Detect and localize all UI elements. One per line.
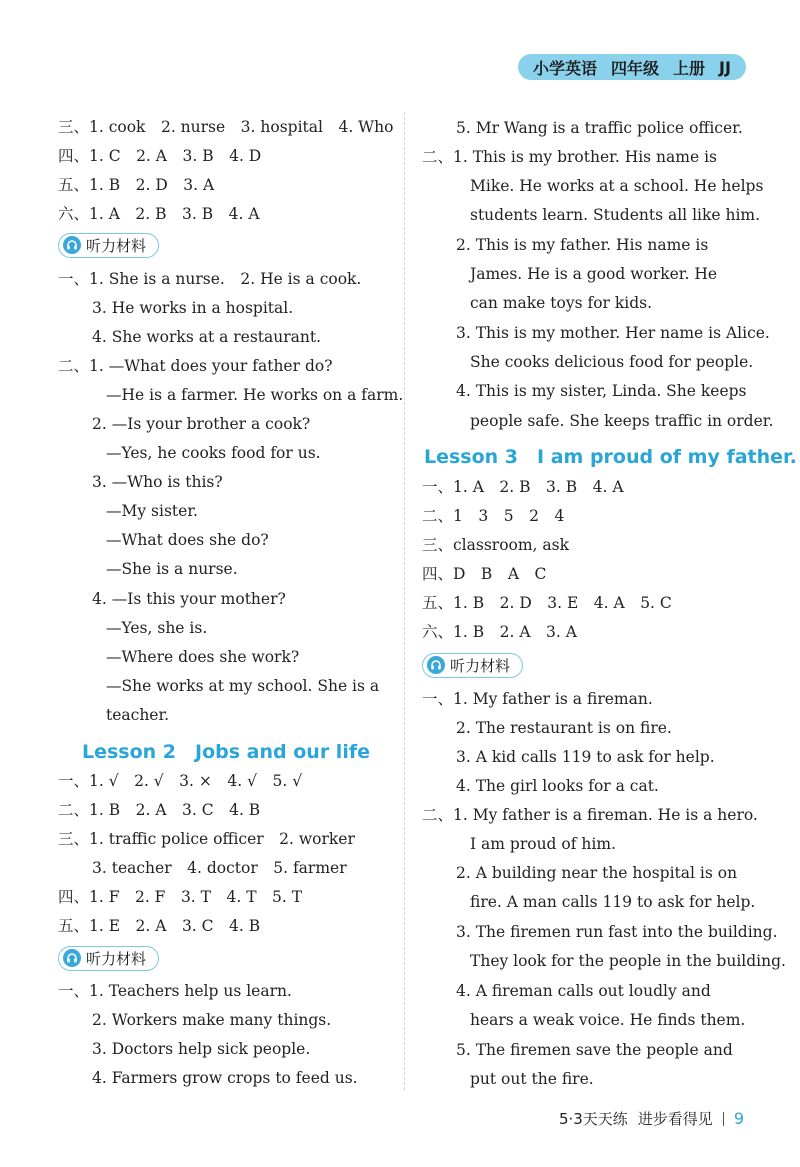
listening-line: —She works at my school. She is a bbox=[106, 677, 380, 695]
listening-line: —Yes, she is. bbox=[106, 619, 208, 637]
listening-line: students learn. Students all like him. bbox=[470, 206, 761, 224]
listening-line: 4. This is my sister, Linda. She keeps bbox=[456, 382, 747, 400]
answer-line: 五、1. E 2. A 3. C 4. B bbox=[58, 917, 261, 935]
listening-line: —My sister. bbox=[106, 502, 198, 520]
answer-line: 四、1. C 2. A 3. B 4. D bbox=[58, 147, 262, 165]
listening-line: 一、1. Teachers help us learn. bbox=[58, 982, 292, 1000]
listening-line: 4. The girl looks for a cat. bbox=[456, 777, 659, 795]
answer-line: 一、1. A 2. B 3. B 4. A bbox=[422, 478, 624, 496]
answer-line: 五、1. B 2. D 3. E 4. A 5. C bbox=[422, 594, 672, 612]
listening-line: 3. He works in a hospital. bbox=[92, 299, 294, 317]
listening-line: They look for the people in the building. bbox=[470, 952, 786, 970]
listening-label bbox=[422, 652, 523, 678]
listening-line: 一、1. She is a nurse. 2. He is a cook. bbox=[58, 270, 362, 288]
listening-line: —What does she do? bbox=[106, 531, 269, 549]
listening-line: 2. Workers make many things. bbox=[92, 1011, 332, 1029]
headphones-icon bbox=[427, 656, 445, 674]
listening-line: Mike. He works at a school. He helps bbox=[470, 177, 764, 195]
answer-line: 三、classroom, ask bbox=[422, 536, 570, 554]
listening-line: 5. The firemen save the people and bbox=[456, 1041, 733, 1059]
listening-line: hears a weak voice. He finds them. bbox=[470, 1011, 746, 1029]
listening-line: put out the fire. bbox=[470, 1070, 594, 1088]
listening-line: 3. A kid calls 119 to ask for help. bbox=[456, 748, 715, 766]
header-edition: JJ bbox=[719, 57, 731, 77]
answer-line: 3. teacher 4. doctor 5. farmer bbox=[92, 859, 347, 877]
listening-line: can make toys for kids. bbox=[470, 294, 653, 312]
listening-line: 2. This is my father. His name is bbox=[456, 236, 709, 254]
listening-line: 3. —Who is this? bbox=[92, 473, 223, 491]
header-subject: 小学英语 bbox=[533, 58, 598, 78]
page-footer bbox=[559, 1108, 744, 1129]
listening-line: 4. She works at a restaurant. bbox=[92, 328, 322, 346]
listening-line: 2. —Is your brother a cook? bbox=[92, 415, 311, 433]
answer-line: 四、1. F 2. F 3. T 4. T 5. T bbox=[58, 888, 303, 906]
answer-line: 四、D B A C bbox=[422, 565, 547, 583]
lesson-2-title: Lesson 2 Jobs and our life bbox=[82, 741, 370, 763]
answer-line: 六、1. B 2. A 3. A bbox=[422, 623, 577, 641]
listening-line: She cooks delicious food for people. bbox=[470, 353, 754, 371]
listening-line: 二、1. This is my brother. His name is bbox=[422, 148, 717, 166]
header-badge bbox=[518, 54, 746, 80]
listening-label-text: 听力材料 bbox=[86, 236, 147, 255]
column-divider bbox=[404, 112, 405, 1090]
answer-line: 二、1. B 2. A 3. C 4. B bbox=[58, 801, 261, 819]
listening-line: 4. Farmers grow crops to feed us. bbox=[92, 1069, 358, 1087]
lesson-3-title: Lesson 3 I am proud of my father. bbox=[424, 446, 797, 468]
header-grade: 四年级 bbox=[611, 58, 660, 78]
listening-line: 5. Mr Wang is a traffic police officer. bbox=[456, 119, 743, 137]
listening-line: 4. —Is this your mother? bbox=[92, 590, 286, 608]
listening-line: 3. This is my mother. Her name is Alice. bbox=[456, 324, 770, 342]
page-number: 9 bbox=[733, 1109, 744, 1128]
listening-line: 4. A fireman calls out loudly and bbox=[456, 982, 711, 1000]
listening-line: James. He is a good worker. He bbox=[470, 265, 718, 283]
listening-label bbox=[58, 945, 159, 971]
listening-label-text: 听力材料 bbox=[86, 949, 147, 968]
answer-line: 二、1 3 5 2 4 bbox=[422, 507, 565, 525]
footer-divider bbox=[723, 1112, 724, 1126]
listening-line: 3. Doctors help sick people. bbox=[92, 1040, 311, 1058]
listening-line: 二、1. My father is a fireman. He is a hero. bbox=[422, 806, 758, 824]
listening-line: —Where does she work? bbox=[106, 648, 300, 666]
listening-line: 二、1. —What does your father do? bbox=[58, 357, 333, 375]
listening-line: 一、1. My father is a fireman. bbox=[422, 690, 653, 708]
listening-line: I am proud of him. bbox=[470, 835, 616, 853]
listening-line: 2. A building near the hospital is on bbox=[456, 864, 738, 882]
listening-line: fire. A man calls 119 to ask for help. bbox=[470, 893, 756, 911]
footer-brand: 5·3天天练 bbox=[558, 1110, 628, 1128]
listening-label bbox=[58, 232, 159, 258]
listening-line: people safe. She keeps traffic in order. bbox=[470, 412, 774, 430]
listening-line: —She is a nurse. bbox=[106, 560, 238, 578]
footer-slogan: 进步看得见 bbox=[637, 1110, 713, 1128]
headphones-icon bbox=[63, 949, 81, 967]
answer-line: 五、1. B 2. D 3. A bbox=[58, 176, 215, 194]
answer-line: 一、1. √ 2. √ 3. × 4. √ 5. √ bbox=[58, 772, 303, 790]
listening-line: teacher. bbox=[106, 706, 170, 724]
listening-line: 3. The firemen run fast into the building. bbox=[456, 923, 778, 941]
answer-line: 三、1. traffic police officer 2. worker bbox=[58, 830, 355, 848]
listening-line: —Yes, he cooks food for us. bbox=[106, 444, 321, 462]
listening-label-text: 听力材料 bbox=[450, 656, 511, 675]
header-volume: 上册 bbox=[673, 58, 706, 78]
headphones-icon bbox=[63, 236, 81, 254]
answer-line: 三、1. cook 2. nurse 3. hospital 4. Who bbox=[58, 118, 394, 136]
answer-line: 六、1. A 2. B 3. B 4. A bbox=[58, 205, 260, 223]
listening-line: —He is a farmer. He works on a farm. bbox=[106, 386, 404, 404]
listening-line: 2. The restaurant is on fire. bbox=[456, 719, 672, 737]
